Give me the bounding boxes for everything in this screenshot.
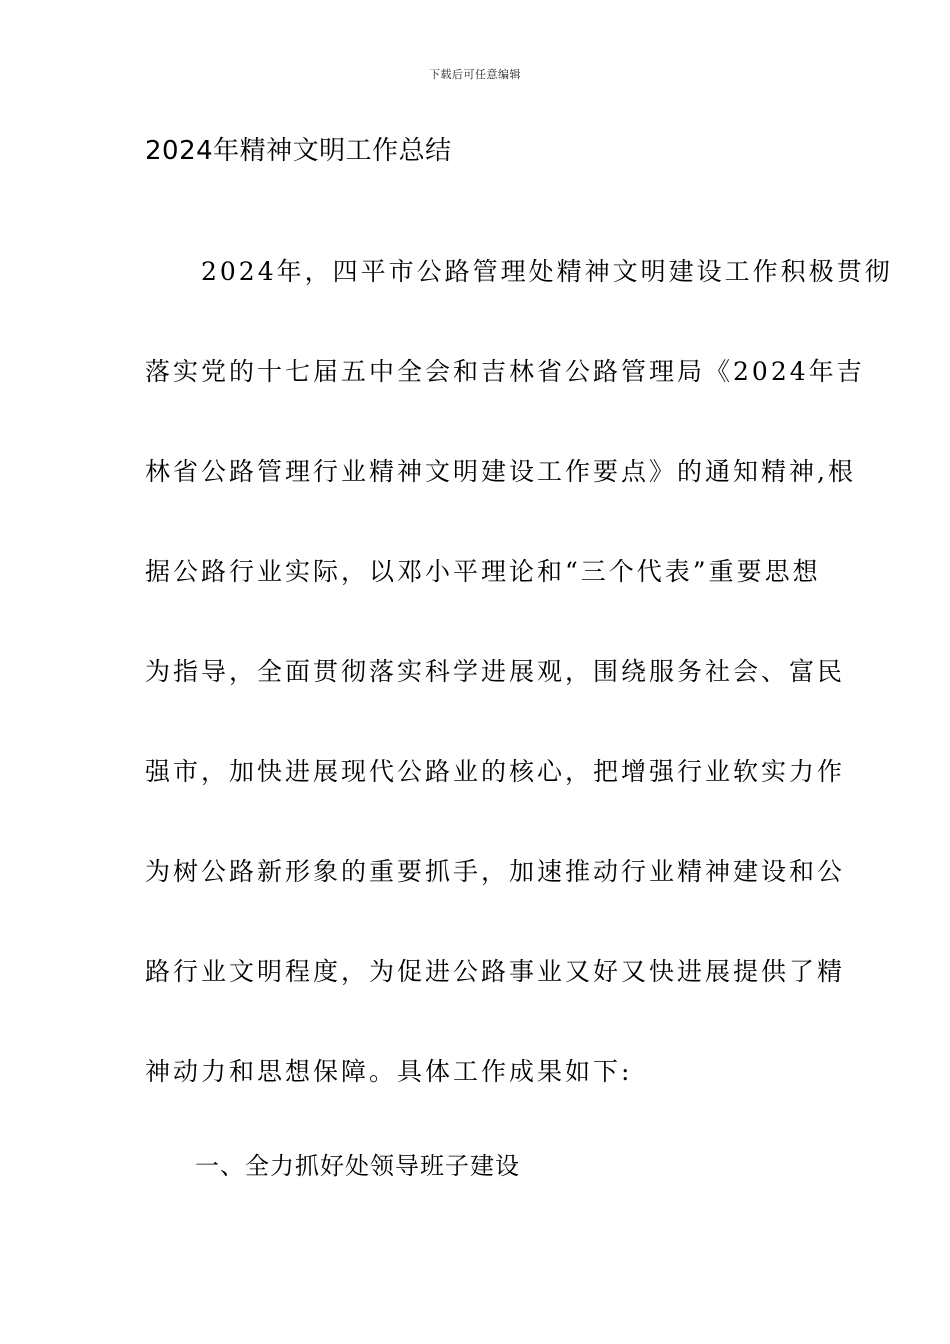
- body-line: 林省公路管理行业精神文明建设工作要点》的通知精神,根: [145, 457, 856, 486]
- body-line: 2024年，四平市公路管理处精神文明建设工作积极贯彻: [145, 257, 893, 286]
- body-line: 为树公路新形象的重要抓手，加速推动行业精神建设和公: [145, 857, 846, 886]
- page-header-note: 下载后可任意编辑: [429, 68, 521, 81]
- body-line: 神动力和思想保障。具体工作成果如下:: [145, 1057, 633, 1086]
- body-line: 据公路行业实际，以邓小平理论和“三个代表”重要思想: [145, 557, 821, 586]
- body-paragraph: [145, 239, 893, 1139]
- body-line: 落实党的十七届五中全会和吉林省公路管理局《2024年吉: [145, 357, 865, 386]
- document-title: 2024年精神文明工作总结: [145, 136, 452, 166]
- body-line: 强市，加快进展现代公路业的核心，把增强行业软实力作: [145, 757, 846, 786]
- section-heading: 一、全力抓好处领导班子建设: [195, 1152, 520, 1180]
- body-line: 为指导，全面贯彻落实科学进展观，围绕服务社会、富民: [145, 657, 846, 686]
- body-line: 路行业文明程度，为促进公路事业又好又快进展提供了精: [145, 957, 846, 986]
